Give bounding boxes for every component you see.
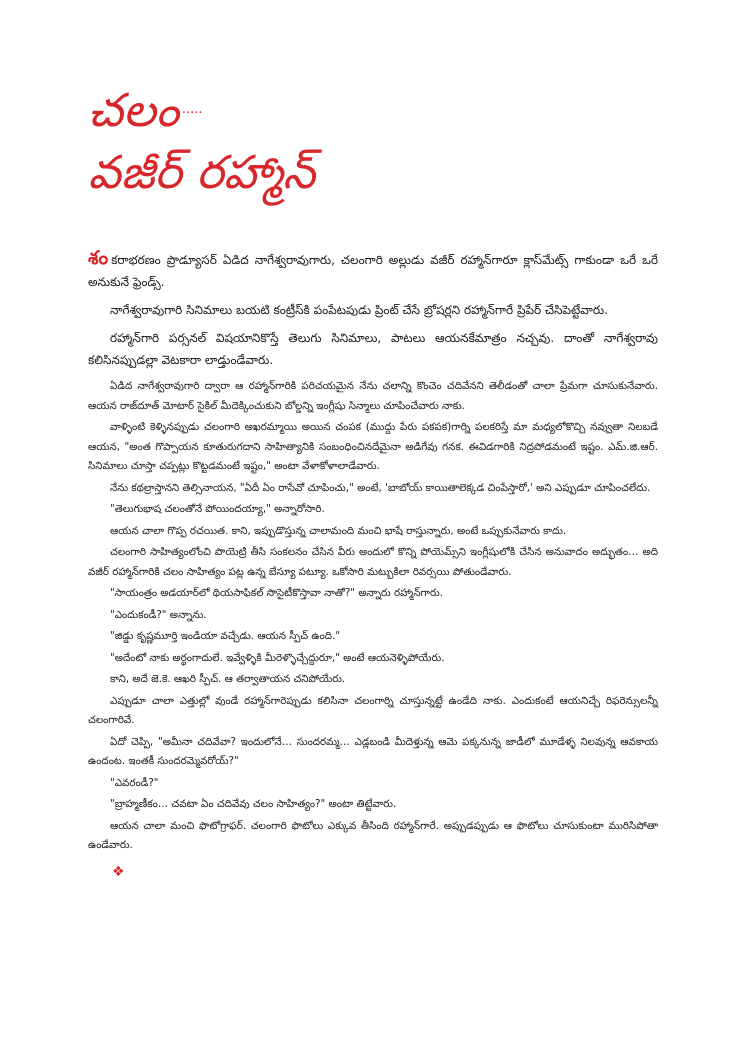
paragraph-19: ఆయన చాలా మంచి ఫొటోగ్రాఫర్. చలంగారి ఫొటోలు ఎక్కువ తీసింది రహ్మాన్‌గారే. అప్పుడప్పుడు ఆ ఫొటోలు చూసుకుంటా మురిసిపోతా ఉండేవారు. bbox=[88, 819, 658, 851]
paragraph-1-text: కరాభరణం ప్రొడ్యూసర్ ఏడిద నాగేశ్వరావుగారు, చలంగారి అల్లుడు వజీర్ రహ్మాన్‌గారూ క్లాస్‌మేట్స్ గాకుండా ఒరే ఒరే అనుకునే ఫ్రెండ్స్. bbox=[88, 253, 658, 289]
paragraph-17: "ఎవరండీ?" bbox=[110, 776, 159, 789]
paragraph-8: ఆయన చాలా గొప్ప రచయిత. కాని, ఇప్పుడొస్తున్న చాలామంది మంచి భాషే రాస్తున్నారు, అంటే ఒప్పుకునేవారు కాదు. bbox=[110, 524, 567, 537]
paragraph-16: ఏదో చెప్పి, "అమీనా చదివేవా? ఇందులోనే… సుందరమ్మ… ఎడ్లబండి మీదెళ్తున్న ఆమె పక్కనున్న జాడీలో మూడేళ్ళ నిలవున్న ఆవకాయ ఉందంట. ఇంతకీ సుందరమ్మెవరోయ్?" bbox=[88, 735, 658, 767]
paragraph-2: నాగేశ్వరావుగారి సినిమాలు బయటి కంట్రీస్‌కి పంపేటపుడు ప్రింట్ చేసే బ్రోషర్లని రహ్మాన్‌గారే ప్రిపేర్ చేసిపెట్టేవారు. bbox=[110, 303, 608, 317]
end-ornament-icon: ❖ bbox=[112, 863, 125, 880]
title-word-chalam: చలం bbox=[88, 83, 179, 137]
paragraph-14: కాని, అదే జె.కె. ఆఖరి స్పీచ్. ఆ తర్వాతాయన చనిపోయేరు. bbox=[110, 673, 346, 685]
paragraph-9: చలంగారి సాహిత్యంలోంచి పొయెట్రి తీసి సంకలనం చేసిన వీరు అందులో కొన్ని పోయెమ్స్‌ని ఇంగ్లీషులోకి చేసిన అనువాదం అద్భుతం… అది వజీర్ రహ్మాన్‌గారికి చలం సాహిత్యం పట్ల ఉన్న బేస్యూ పట్యూ. ఒకోసారి మట్బుకిలా రివర్సయి పోతుండేవారు. bbox=[88, 546, 658, 578]
paragraph-1 bbox=[88, 247, 658, 293]
paragraph-6: నేను కథల్రాస్తానని తెల్సినాయన, "ఏదీ ఏం రాసేవో చూపించు," అంటే, 'బాబోయ్ కాయితాలెక్కడ చింపేస్తారో,' అని ఎప్పుడూ చూపించలేదు. bbox=[110, 481, 651, 494]
paragraph-7: "తెలుగుభాష చలంతోనే పోయిందయ్యా," అన్నారోసారి. bbox=[110, 503, 325, 515]
paragraph-13: "అదేంటో నాకు అర్థంగాదులే. ఇవ్వేళ్ళికి మీరెళ్ళొచ్చేద్దురూ," అంటే ఆయనెళ్ళిపోయేరు. bbox=[110, 651, 445, 664]
title-line-2: వజీర్ రహ్మాన్ bbox=[88, 145, 316, 199]
paragraph-3: రహ్మాన్‌గారి పర్సనల్ విషయానికొస్తే తెలుగు సినిమాలు, పాటలు ఆయనకేమాత్రం నచ్చవు. దాంతో నాగేశ్వరావు కలిసినప్పుడల్లా వెటకారా లాడ్తుండేవారు. bbox=[88, 331, 658, 367]
dropcap: శం bbox=[88, 247, 109, 269]
chapter-title bbox=[88, 82, 408, 212]
paragraph-15: ఎప్పుడూ చాలా ఎత్తుల్లో వుండే రహ్మాన్‌గారెప్పుడు కలిసినా చలంగార్ని చూస్తున్నట్టే ఉండేది నాకు. ఎందుకంటే ఆయనిచ్చే రిఫరెన్సులన్నీ చలంగారివే. bbox=[88, 694, 658, 726]
paragraph-12: "జిడ్డు కృష్ణమూర్తి ఇండియా వచ్చేడు. ఆయన స్పీచ్ ఉంది." bbox=[110, 630, 341, 642]
paragraph-4: ఏడిద నాగేశ్వరావుగారి ద్వారా ఆ రహ్మాన్‌గారికి పరిచయమైన నేను చలాన్ని కొంచెం చదివేనని తెలీడంతో చాలా ప్రేమగా చూసుకునేవారు. ఆయన రాజ్‌దూత్ మోటార్ సైకిల్ మీదెక్కించుకుని బోల్డన్ని ఇంగ్లీషు సిన్మాలు చూపించేవారు నాకు. bbox=[88, 380, 658, 412]
paragraph-5: వాళ్ళింటి కెళ్ళినప్పుడు చలంగారి అఖరమ్మాయి అయిన చంపక (ముద్దు పేరు పకపక)గార్ని పలకరిస్తే మా మధ్యలోకొచ్చి నవ్వుతా నిలబడే ఆయన, "అంత గొప్పాయన కూతురుగదాని సాహిత్యానికి సంబంధించినదేమైనా అడిగేవు గనక. ఈవిడగారికి నిద్రపోడమంటే ఇష్టం. ఎమ్.జి.ఆర్. సినిమాలు చూస్తా చప్పట్లు కొట్టడమంటే ఇష్టం," అంటా వేళాకోళాలాడేవారు. bbox=[88, 421, 658, 472]
paragraph-11: "ఎందుకండీ?" అన్నాను. bbox=[110, 608, 207, 621]
paragraph-18: "బ్రాహ్మణీకం… చవటా ఏం చదివేవు చలం సాహిత్యం?" అంటా తిట్టేవారు. bbox=[110, 798, 397, 810]
title-line-1 bbox=[88, 82, 408, 138]
title-dots: ..... bbox=[181, 102, 203, 117]
paragraph-10: "సాయంత్రం అడయార్‌లో థియసాఫికల్ సొసైటీకొస్తావా నాతో?" అన్నారు రహ్మాన్‌గారు. bbox=[110, 587, 443, 599]
article-body bbox=[88, 247, 658, 880]
